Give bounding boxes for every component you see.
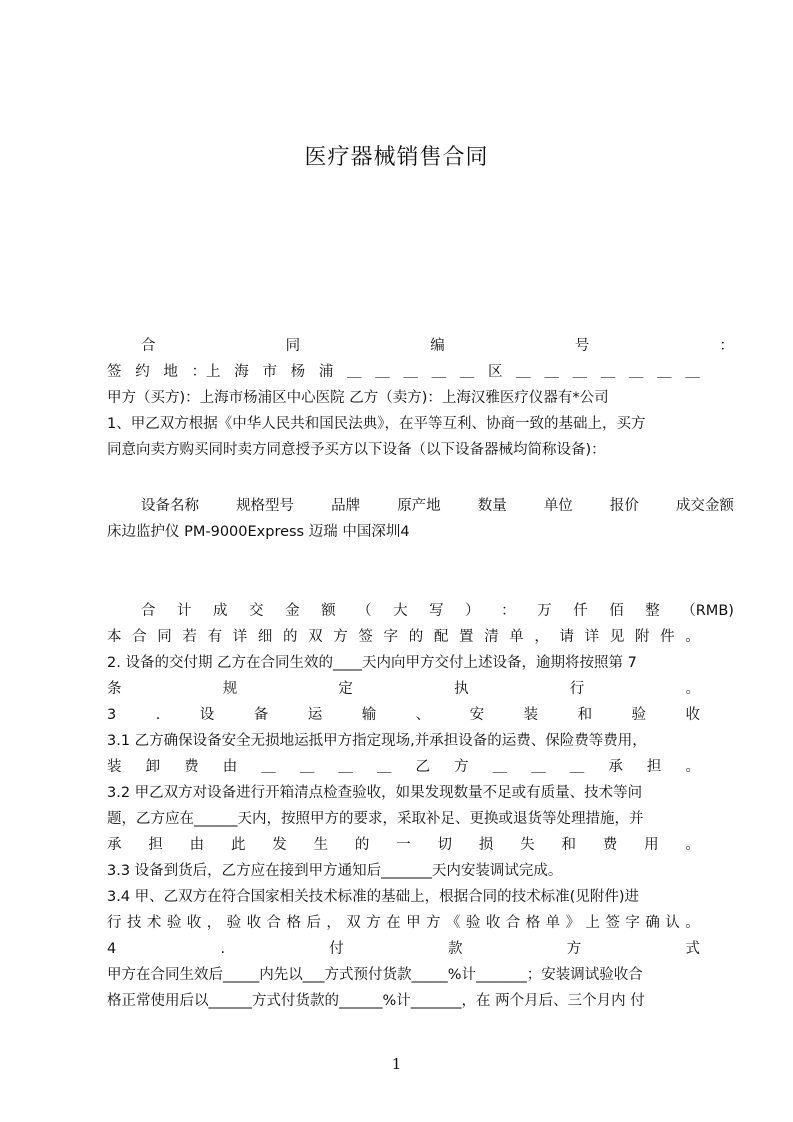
- text-token: 签: [358, 629, 373, 645]
- text-token: 术: [146, 915, 162, 931]
- text-token: 成: [213, 603, 228, 619]
- text-token: 单: [509, 629, 524, 645]
- text-token: 单位: [543, 498, 573, 514]
- text-token: ＿: [685, 364, 700, 380]
- text-token: .: [155, 707, 161, 723]
- text-token: 和: [577, 707, 593, 723]
- text-token: 成交金额: [675, 498, 734, 514]
- text-token: 甲: [406, 915, 421, 931]
- clause-2-line-1: 2. 设备的交付期 乙方在合同生效的____天内向甲方交付上述设备，逾期将按照第 7: [107, 655, 637, 671]
- text-token: 费: [184, 759, 199, 775]
- text-token: ＿: [376, 759, 392, 775]
- text-token: ＿: [431, 364, 447, 380]
- text-token: 签: [605, 915, 620, 931]
- text-token: 运: [307, 707, 323, 723]
- text-token: 字: [625, 915, 640, 931]
- text-token: 单: [545, 915, 561, 931]
- text-token: 用: [644, 837, 659, 853]
- text-token: 设备名称: [141, 498, 199, 514]
- text-token: 确: [645, 915, 660, 931]
- text-token: 生: [313, 837, 329, 853]
- clause-3-heading: [107, 702, 700, 728]
- attachment-note-line: [107, 624, 700, 650]
- text-token: 配: [433, 629, 449, 645]
- text-token: 号: [574, 338, 590, 354]
- text-token: 担: [148, 837, 163, 853]
- text-token: 约: [135, 364, 150, 380]
- text-token: 安: [469, 707, 485, 723]
- text-token: 同: [157, 629, 172, 645]
- text-token: 合: [132, 629, 147, 645]
- text-token: 后: [306, 915, 321, 931]
- text-token: 费: [602, 837, 618, 853]
- text-token: ＿: [375, 364, 390, 380]
- text-token: 担: [646, 759, 662, 775]
- text-token: ，: [326, 915, 341, 931]
- text-token: 验: [226, 915, 242, 931]
- text-token: 格: [525, 915, 541, 931]
- text-token: 行: [107, 915, 122, 931]
- text-token: 同: [285, 338, 301, 354]
- clause-1-line-2: 同意向卖方购买同时卖方同意授予买方以下设备（以下设备器械均简称设备)：: [107, 442, 606, 458]
- text-token: 清: [484, 629, 499, 645]
- text-token: 装: [523, 707, 539, 723]
- clause-3-4-line-1: 3.4 甲、乙双方在符合国家相关技术标准的基础上，根据合同的技术标准(见附件)进: [107, 889, 639, 905]
- text-token: 详: [232, 629, 248, 645]
- text-token: ＿: [347, 364, 362, 380]
- text-token: 交: [249, 603, 264, 619]
- equipment-table-header: [107, 493, 734, 519]
- text-token: 杨: [290, 364, 306, 380]
- text-token: 。: [685, 837, 700, 853]
- text-token: 仟: [573, 603, 588, 619]
- clause-3-4-line-2: [107, 910, 700, 936]
- text-token: 计: [177, 603, 192, 619]
- text-token: ＿: [628, 364, 644, 380]
- text-token: ）: [465, 603, 480, 619]
- text-token: （RMB): [681, 603, 734, 619]
- text-token: 区: [487, 364, 503, 380]
- contract-number-line: [107, 333, 734, 359]
- text-token: 验: [166, 915, 182, 931]
- text-token: 方: [333, 629, 348, 645]
- text-token: 签: [107, 364, 122, 380]
- clause-4-heading: [107, 936, 700, 962]
- text-token: 输: [361, 707, 377, 723]
- text-token: ＿: [544, 364, 559, 380]
- text-token: 写: [429, 603, 444, 619]
- text-token: 原产地: [397, 498, 441, 514]
- signing-place-line: [107, 359, 700, 385]
- text-token: 行: [569, 681, 585, 697]
- text-token: 在: [386, 915, 401, 931]
- text-token: ，: [534, 629, 549, 645]
- text-token: .: [220, 941, 226, 957]
- text-token: 细: [257, 629, 273, 645]
- text-token: 此: [230, 837, 246, 853]
- text-token: 3: [107, 707, 117, 723]
- text-token: 地: [163, 364, 178, 380]
- text-token: 品牌: [331, 498, 361, 514]
- text-token: 置: [458, 629, 474, 645]
- text-token: 万: [537, 603, 552, 619]
- text-token: 验: [631, 707, 647, 723]
- text-token: 报价: [609, 498, 639, 514]
- clause-4-line-1: 甲方在合同生效后_____内先以___方式预付货款_____%计_______；安装调试验收合: [107, 967, 643, 983]
- text-token: （: [357, 603, 372, 619]
- text-token: ＿: [338, 759, 353, 775]
- text-token: 请: [559, 629, 575, 645]
- text-token: 上: [585, 915, 600, 931]
- clause-3-2-line-1: 3.2 甲乙双方对设备进行开箱清点检查验收，如果发现数量不足或有质量、技术等问: [107, 785, 643, 801]
- text-token: 条: [107, 681, 122, 697]
- text-token: 合: [505, 915, 521, 931]
- total-amount-line: [107, 598, 734, 624]
- text-token: 见: [609, 629, 625, 645]
- text-token: 由: [189, 837, 205, 853]
- text-token: 。: [685, 915, 700, 931]
- text-token: ：: [501, 603, 516, 619]
- text-token: ：上: [191, 364, 221, 380]
- text-token: 本: [107, 629, 122, 645]
- text-token: 收: [685, 707, 700, 723]
- text-token: 承: [608, 759, 623, 775]
- text-token: 乙: [415, 759, 430, 775]
- text-token: 市: [262, 364, 277, 380]
- text-token: ＿: [261, 759, 276, 775]
- text-token: 金: [285, 603, 300, 619]
- text-token: ＿: [459, 364, 475, 380]
- text-token: 损: [478, 837, 494, 853]
- text-token: 收: [485, 915, 501, 931]
- text-token: 。: [685, 629, 700, 645]
- clause-2-line-2: [107, 676, 700, 702]
- text-token: 有: [207, 629, 223, 645]
- text-token: 规: [222, 681, 238, 697]
- text-token: 的: [282, 629, 298, 645]
- clause-3-2-line-3: [107, 832, 700, 858]
- text-token: 额: [321, 603, 336, 619]
- text-token: ＿: [569, 759, 585, 775]
- equipment-table-row: 床边监护仪 PM-9000Express 迈瑞 中国深圳4: [107, 524, 410, 540]
- text-token: 大: [393, 603, 408, 619]
- text-token: 双: [346, 915, 361, 931]
- text-token: 合: [141, 603, 156, 619]
- text-token: 格: [286, 915, 301, 931]
- text-token: 。: [685, 681, 700, 697]
- text-token: 付: [329, 941, 344, 957]
- text-token: 定: [338, 681, 353, 697]
- text-token: 》: [565, 915, 581, 931]
- text-token: 若: [182, 629, 197, 645]
- text-token: 承: [107, 837, 122, 853]
- clause-3-3-line: 3.3 设备到货后，乙方应在接到甲方通知后_______天内安装调试完成。: [107, 863, 563, 879]
- text-token: 的: [354, 837, 370, 853]
- text-token: ＿: [492, 759, 508, 775]
- text-token: 件: [660, 629, 675, 645]
- clause-4-line-2: 格正常使用后以______方式付货款的______%计_______，在 两个月后、三个月内 付: [107, 993, 645, 1009]
- text-token: 、: [415, 707, 431, 723]
- parties-line: 甲方（买方)：上海市杨浦区中心医院 乙方（卖方)：上海汉雅医疗仪器有*公司: [107, 390, 609, 406]
- text-token: ＿: [299, 759, 315, 775]
- text-token: ＿: [572, 364, 587, 380]
- text-token: 规格型号: [236, 498, 295, 514]
- clause-3-2-line-2: 题，乙方应在______天内，按照甲方的要求，采取补足、更换或退货等处理措施，并: [107, 811, 644, 827]
- text-token: ＿: [600, 364, 616, 380]
- clause-3-1-line-2: [107, 754, 700, 780]
- text-token: 数量: [477, 498, 507, 514]
- clause-3-1-line-1: 3.1 乙方确保设备安全无损地运抵甲方指定现场,并承担设备的运费、保险费等费用，: [107, 733, 647, 749]
- text-token: 整: [645, 603, 660, 619]
- text-token: 备: [253, 707, 269, 723]
- text-token: 字: [383, 629, 399, 645]
- text-token: 方: [426, 915, 441, 931]
- text-token: 认: [665, 915, 680, 931]
- text-token: ，: [206, 915, 222, 931]
- text-token: 发: [272, 837, 287, 853]
- text-token: 收: [246, 915, 262, 931]
- text-token: 浦: [318, 364, 334, 380]
- text-token: 款: [448, 941, 463, 957]
- text-token: ：: [719, 338, 734, 354]
- text-token: 方: [454, 759, 469, 775]
- text-token: 一: [396, 837, 411, 853]
- page-number: 1: [391, 1055, 402, 1073]
- text-token: 4: [107, 941, 117, 957]
- text-token: 切: [437, 837, 452, 853]
- text-token: 合: [266, 915, 281, 931]
- text-token: 执: [454, 681, 469, 697]
- text-token: 附: [634, 629, 650, 645]
- text-token: 方: [566, 941, 582, 957]
- text-token: 设: [199, 707, 215, 723]
- text-token: 装: [107, 759, 122, 775]
- text-token: 《: [445, 915, 461, 931]
- text-token: ＿: [516, 364, 531, 380]
- text-token: 技: [126, 915, 142, 931]
- text-token: 式: [685, 941, 700, 957]
- text-token: 验: [465, 915, 481, 931]
- text-token: 详: [584, 629, 600, 645]
- text-token: 。: [685, 759, 700, 775]
- text-token: ＿: [531, 759, 546, 775]
- text-token: 双: [308, 629, 323, 645]
- text-token: 卸: [145, 759, 161, 775]
- text-token: 方: [366, 915, 381, 931]
- contract-title: 医疗器械销售合同: [304, 145, 489, 170]
- clause-1-line-1: 1、甲乙双方根据《中华人民共和国民法典》，在平等互利、协商一致的基础上，买方: [107, 416, 646, 432]
- text-token: 失: [520, 837, 535, 853]
- text-token: 合: [141, 338, 156, 354]
- text-token: 收: [186, 915, 202, 931]
- text-token: ＿: [657, 364, 672, 380]
- text-token: 海: [234, 364, 249, 380]
- text-token: 由: [222, 759, 238, 775]
- text-token: 佰: [609, 603, 624, 619]
- text-token: 的: [408, 629, 424, 645]
- text-token: ＿: [403, 364, 418, 380]
- text-token: 编: [430, 338, 445, 354]
- text-token: 和: [561, 837, 576, 853]
